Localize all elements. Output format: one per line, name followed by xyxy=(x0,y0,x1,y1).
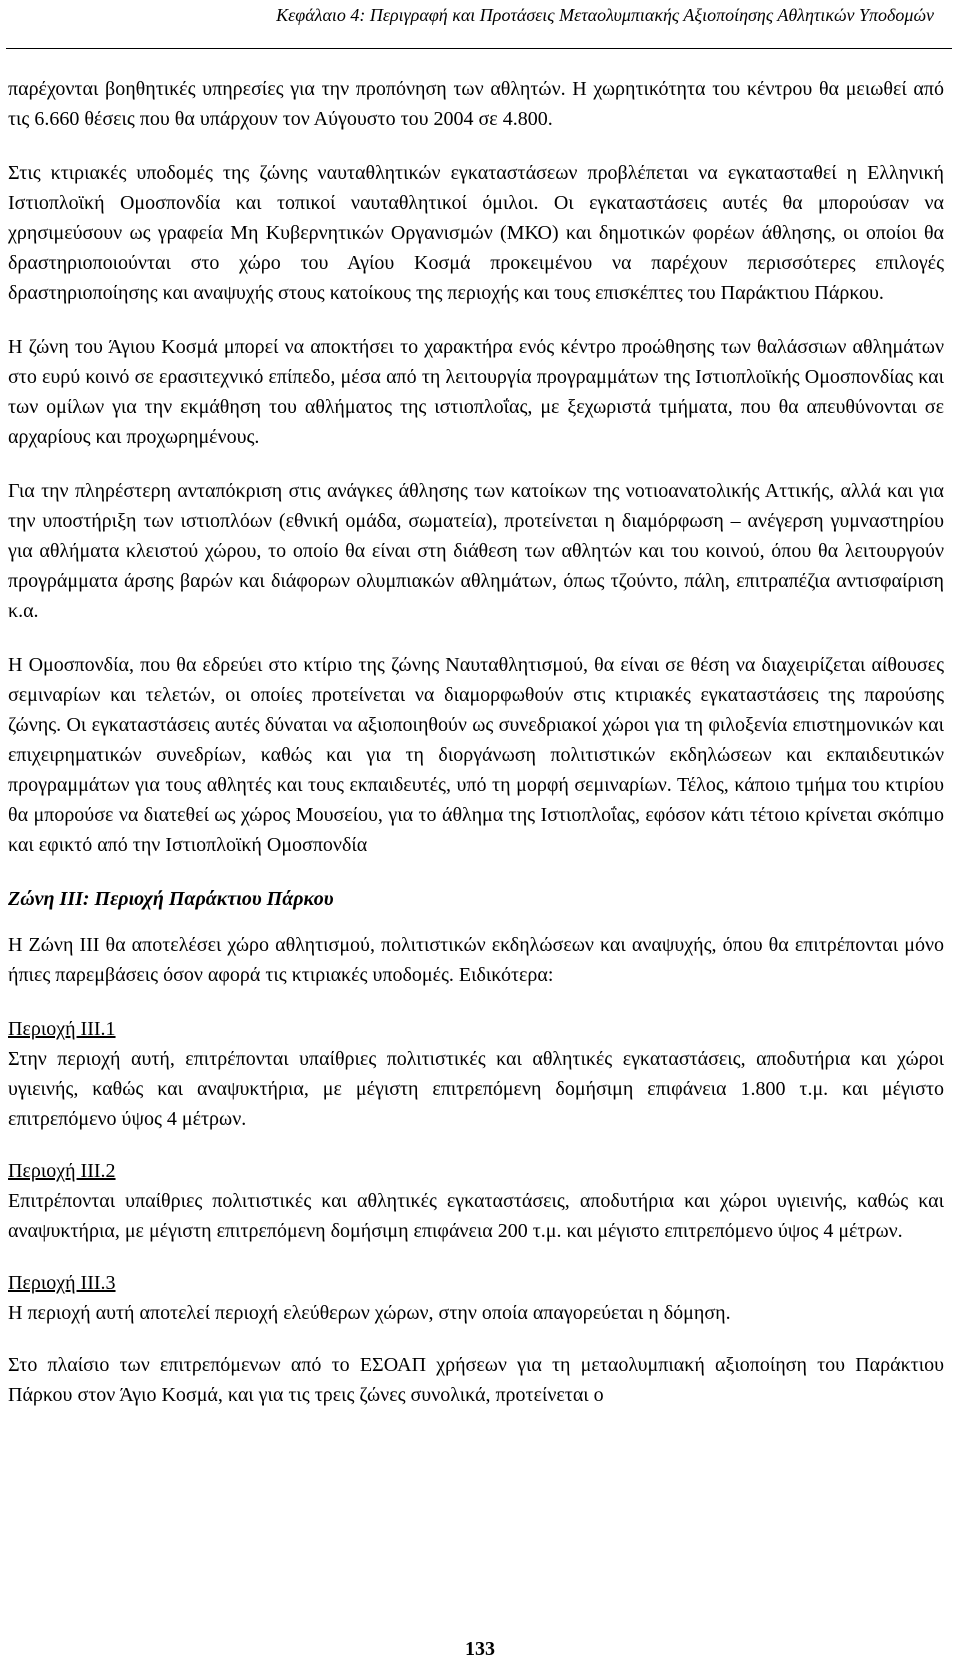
page-number: 133 xyxy=(465,1638,495,1660)
paragraph-gymnasium-proposal: Για την πληρέστερη ανταπόκριση στις ανάγκες άθλησης των κατοίκων της νοτιοανατολικής Αττικής, αλλά και για την υποστήριξη των ιστιοπλόων (εθνική ομάδα, σωματεία), προτείνεται η διαμόρφωση – ανέγερση γυμναστηρίου για αθλήματα κλειστού χώρου, το οποίο θα είναι στη διάθεση των αθλητών και του κοινού, όπου θα λειτουργούν προγράμματα άρσης βαρών και διάφορων ολυμπιακών αθλημάτων, όπως τζούντο, πάλη, επιτραπέζια αντισφαίριση κ.α. xyxy=(8,480,944,622)
subarea-iii-1 xyxy=(8,1014,944,1134)
running-header: Κεφάλαιο 4: Περιγραφή και Προτάσεις Μεταολυμπιακής Αξιοποίησης Αθλητικών Υποδομών xyxy=(276,5,934,25)
paragraph-federation-seminars: Η Ομοσπονδία, που θα εδρεύει στο κτίριο της ζώνης Ναυταθλητισμού, θα είναι σε θέση να διαχειρίζεται αίθουσες σεμιναρίων και τελετών, οι οποίες προτείνεται να διαμορφωθούν στις κτιριακές εγκαταστάσεις της παρούσης ζώνης. Οι εγκαταστάσεις αυτές δύναται να αξιοποιηθούν ως συνεδριακοί χώροι για τη φιλοξενία επιστημονικών και επιχειρηματικών συνεδρίων, καθώς και για τη διοργάνωση πολιτιστικών εκδηλώσεων και εκπαιδευτικών προγραμμάτων για τους αθλητές και τους εκπαιδευτές, υπό τη μορφή σεμιναρίων. Τέλος, κάποιο τμήμα του κτιρίου θα μπορούσε να διατεθεί ως χώρος Μουσείου, για το άθλημα της Ιστιοπλοΐας, εφόσον κάτι τέτοιο κρίνεται σκόπιμο και εφικτό από την Ιστιοπλοϊκή Ομοσπονδία xyxy=(8,654,944,856)
paragraph-zone-iii-intro: Η Ζώνη ΙΙΙ θα αποτελέσει χώρο αθλητισμού, πολιτιστικών εκδηλώσεων και αναψυχής, όπου θα επιτρέπονται μόνο ήπιες παρεμβάσεις όσον αφορά τις κτιριακές υποδομές. Ειδικότερα: xyxy=(8,934,944,986)
paragraph-nautical-sports-centre: Η ζώνη του Άγιου Κοσμά μπορεί να αποκτήσει το χαρακτήρα ενός κέντρο προώθησης των θαλάσσιων αθλημάτων στο ευρύ κοινό σε ερασιτεχνικό επίπεδο, μέσα από τη λειτουργία προγραμμάτων της Ιστιοπλοϊκής Ομοσπονδίας και των ομίλων για την εκμάθηση του αθλήματος της ιστιοπλοΐας, με ξεχωριστά τμήματα, που θα απευθύνονται σε αρχαρίους και προχωρημένους. xyxy=(8,336,944,448)
subarea-iii-1-text: Στην περιοχή αυτή, επιτρέπονται υπαίθριες πολιτιστικές και αθλητικές εγκαταστάσεις, αποδυτήρια και χώροι υγιεινής, καθώς και αναψυκτήρια, με μέγιστη επιτρεπόμενη δομήσιμη επιφάνεια 1.800 τ.μ. και μέγιστο επιτρεπόμενο ύψος 4 μέτρων. xyxy=(8,1048,944,1130)
page-content xyxy=(8,74,944,1434)
paragraph-capacity: παρέχονται βοηθητικές υπηρεσίες για την προπόνηση των αθλητών. Η χωρητικότητα του κέντρου θα μειωθεί από τις 6.660 θέσεις που θα υπάρχουν τον Αύγουστο του 2004 σε 4.800. xyxy=(8,78,944,130)
subarea-iii-2-text: Επιτρέπονται υπαίθριες πολιτιστικές και αθλητικές εγκαταστάσεις, αποδυτήρια και χώροι υγιεινής, καθώς και αναψυκτήρια, με μέγιστη επιτρεπόμενη δομήσιμη επιφάνεια 200 τ.μ. και μέγιστο επιτρεπόμενο ύψος 4 μέτρων. xyxy=(8,1190,944,1242)
paragraph-building-infrastructure: Στις κτιριακές υποδομές της ζώνης ναυταθλητικών εγκαταστάσεων προβλέπεται να εγκατασταθεί η Ελληνική Ιστιοπλοϊκή Ομοσπονδία και τοπικοί ναυταθλητικοί όμιλοι. Οι εγκαταστάσεις αυτές θα μπορούσαν να χρησιμεύσουν ως γραφεία Μη Κυβερνητικών Οργανισμών (ΜΚΟ) και δημοτικών φορέων άθλησης, οι οποίοι θα δραστηριοποιούνται στο χώρο του Αγίου Κοσμά προκειμένου να παρέχουν περισσότερες επιλογές δραστηριοποίησης και αναψυχής στους κατοίκους της περιοχής και τους επισκέπτες του Παράκτιου Πάρκου. xyxy=(8,162,944,304)
subarea-iii-2 xyxy=(8,1156,944,1246)
subarea-iii-3 xyxy=(8,1268,944,1328)
section-heading-zone-iii: Ζώνη ΙΙΙ: Περιοχή Παράκτιου Πάρκου xyxy=(8,888,334,910)
header-rule xyxy=(6,48,952,49)
subarea-iii-2-title: Περιοχή ΙΙΙ.2 xyxy=(8,1160,116,1182)
paragraph-esoap-uses: Στο πλαίσιο των επιτρεπόμενων από το ΕΣΟΑΠ χρήσεων για τη μεταολυμπιακή αξιοποίηση του Παράκτιου Πάρκου στον Άγιο Κοσμά, και για τις τρεις ζώνες συνολικά, προτείνεται ο xyxy=(8,1354,944,1406)
subarea-iii-3-text: Η περιοχή αυτή αποτελεί περιοχή ελεύθερων χώρων, στην οποία απαγορεύεται η δόμηση. xyxy=(8,1302,731,1324)
subarea-iii-3-title: Περιοχή ΙΙΙ.3 xyxy=(8,1272,116,1294)
subarea-iii-1-title: Περιοχή ΙΙΙ.1 xyxy=(8,1018,116,1040)
